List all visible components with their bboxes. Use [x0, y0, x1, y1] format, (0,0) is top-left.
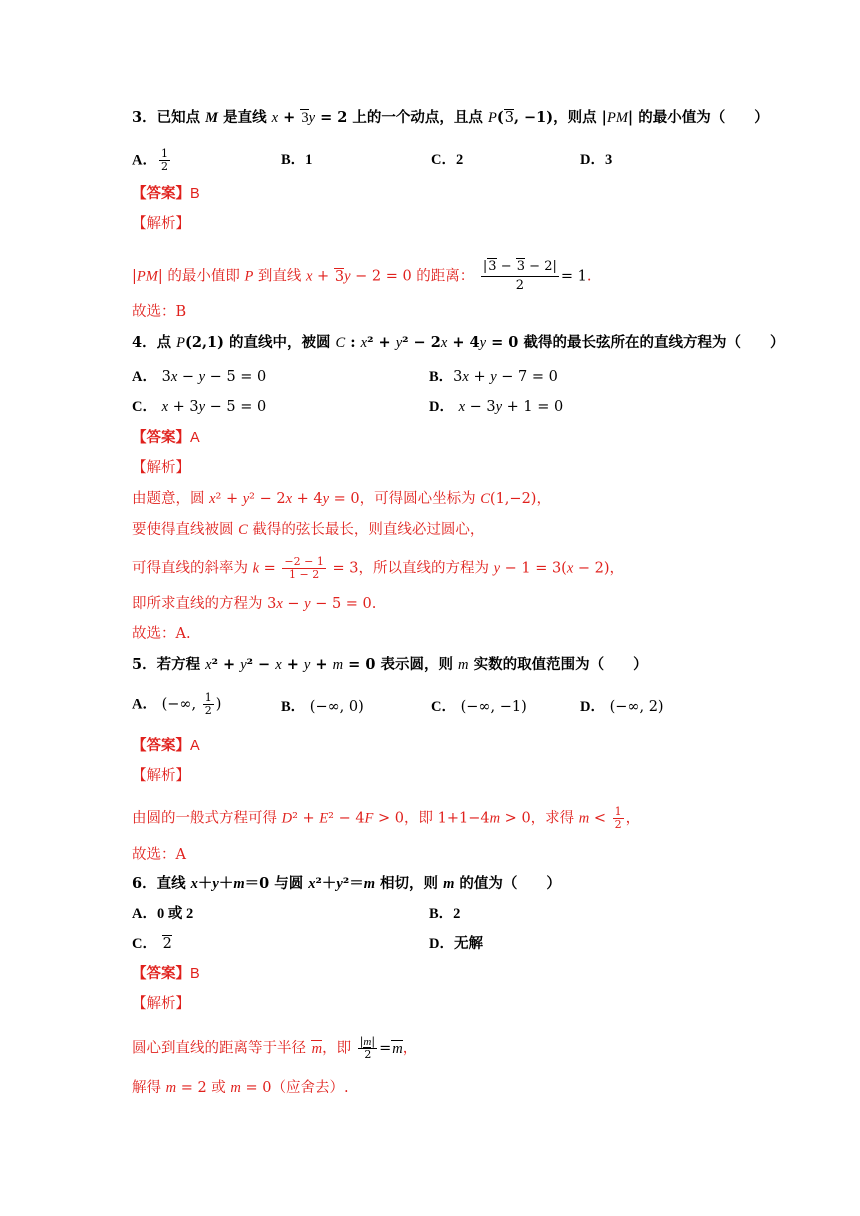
- q3-answer: [132, 184, 200, 204]
- answer-tag: 【答案】: [132, 737, 190, 754]
- q5-analysis: 由圆的一般式方程可得 D² + E² − 4F > 0，即 1+1−4m > 0，求得 m < $\frac{1}{2}$ ，: [132, 805, 641, 831]
- q5-option-b: B． (−∞, 0): [281, 699, 364, 715]
- q4-option-a: A． 3x − y − 5 = 0: [132, 369, 267, 385]
- q3-option-c: C．2: [431, 152, 464, 168]
- q6-stem: 6．直线 x＋y＋m＝0 与圆 x²＋y²＝m 相切，则 m 的值为（ ）: [132, 875, 561, 892]
- q6-option-d: D．无解: [429, 936, 483, 952]
- q3-conclusion: 故选：B: [132, 304, 187, 320]
- q4-answer: [132, 428, 200, 448]
- answer-tag: 【答案】: [132, 965, 190, 982]
- q3-stem: 3．已知点 M 是直线 x + 3y = 2 上的一个动点，且点 P(3, −1)，则点 |PM| 的最小值为（ ）: [132, 109, 769, 126]
- q6-analysis-line-2: 解得 m = 2 或 m = 0（应舍去）.: [132, 1080, 349, 1096]
- answer-value: A: [190, 430, 200, 446]
- q5-answer: [132, 736, 200, 756]
- q4-option-b: B．3x + y − 7 = 0: [429, 369, 558, 385]
- q6-option-a: A．0 或 2: [132, 906, 194, 922]
- answer-value: A: [190, 738, 200, 754]
- q6-analysis-line-1: 圆心到直线的距离等于半径 m，即 $\frac{|m|}{2}$ =m，: [132, 1035, 418, 1061]
- q5-conclusion: 故选：A: [132, 847, 186, 863]
- q4-option-c: C． x + 3y − 5 = 0: [132, 399, 267, 415]
- q6-analysis-tag: 【解析】: [132, 996, 190, 1012]
- q5-option-a: A． (−∞, $\frac{1}{2}$ ): [132, 691, 222, 717]
- q5-option-d: D． (−∞, 2): [580, 699, 664, 715]
- q4-conclusion: 故选：A.: [132, 626, 191, 642]
- q4-analysis-line-3: 可得直线的斜率为 k = $\frac{-2 - 1}{1 - 2}$ = 3，所以直线的方程为 y − 1 = 3(x − 2)，: [132, 555, 625, 581]
- q6-answer: [132, 964, 200, 984]
- q4-analysis-tag: 【解析】: [132, 460, 190, 476]
- q4-analysis-line-2: 要使得直线被圆 C 截得的弦长最长，则直线必过圆心，: [132, 522, 485, 538]
- q6-option-c: C． 2: [132, 936, 172, 952]
- q4-analysis-line-4: 即所求直线的方程为 3x − y − 5 = 0.: [132, 596, 377, 612]
- q4-analysis-line-1: 由题意，圆 x² + y² − 2x + 4y = 0，可得圆心坐标为 C(1,−2)，: [132, 491, 551, 507]
- q6-option-b: B．2: [429, 906, 461, 922]
- q3-analysis-tag: 【解析】: [132, 216, 190, 232]
- q3-analysis: |PM| 的最小值即 P 到直线 x + 3y − 2 = 0 的距离： $\frac{|3 - 3 - 2|}{2}$ = 1.: [132, 259, 592, 293]
- q4-stem: 4．点 P(2,1) 的直线中，被圆 C : x² + y² − 2x + 4y = 0 截得的最长弦所在的直线方程为（ ）: [132, 334, 785, 351]
- q5-stem: 5．若方程 x² + y² − x + y + m = 0 表示圆，则 m 实数的取值范围为（ ）: [132, 656, 648, 673]
- q3-option-d: D．3: [580, 152, 613, 168]
- answer-tag: 【答案】: [132, 429, 190, 446]
- answer-tag: 【答案】: [132, 185, 190, 202]
- q4-option-d: D． x − 3y + 1 = 0: [429, 399, 564, 415]
- q3-option-a: A． $\frac{1}{2}$: [132, 147, 168, 173]
- q5-analysis-tag: 【解析】: [132, 768, 190, 784]
- q3-option-b: B．1: [281, 152, 313, 168]
- answer-value: B: [190, 966, 200, 982]
- q5-option-c: C． (−∞, −1): [431, 699, 527, 715]
- answer-value: B: [190, 186, 200, 202]
